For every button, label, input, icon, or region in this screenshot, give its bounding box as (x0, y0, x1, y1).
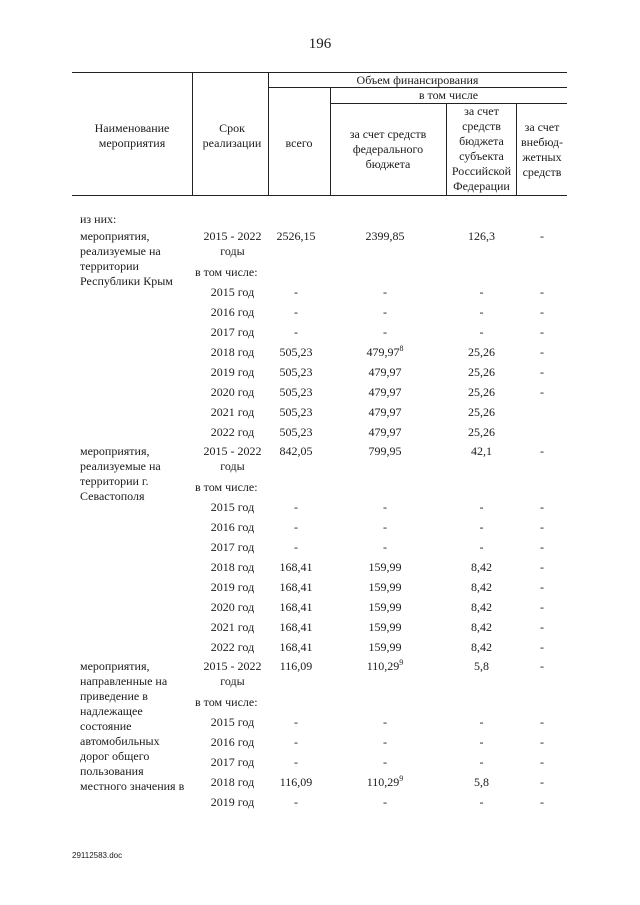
year-extra: - (540, 285, 544, 299)
header-federal: за счет средств федерального бюджета (349, 127, 427, 171)
year-total: - (294, 795, 298, 809)
year-extra: - (540, 755, 544, 769)
year-label: 2021 год (210, 620, 255, 634)
year-label: 2020 год (210, 385, 255, 399)
year-federal (330, 755, 440, 770)
year-federal (330, 640, 440, 655)
year-federal-value: 479,97 (368, 365, 402, 379)
year-regional: 8,42 (471, 640, 492, 654)
year-federal-value: - (383, 520, 387, 534)
year-federal-value: 159,99 (368, 620, 402, 634)
year-total: 168,41 (279, 640, 313, 654)
year-federal-value: - (383, 715, 387, 729)
year-federal (330, 520, 440, 535)
year-federal-value: - (383, 325, 387, 339)
year-federal (330, 775, 440, 790)
year-federal (330, 540, 440, 555)
year-extra: - (540, 580, 544, 594)
footer-filename: 29112583.doc (72, 851, 123, 860)
year-extra: - (540, 305, 544, 319)
year-total: - (294, 715, 298, 729)
header-financing: Объем финансирования (356, 73, 479, 87)
year-regional: 25,26 (468, 425, 495, 439)
total-main: 2526,15 (276, 229, 316, 243)
year-regional: 25,26 (468, 365, 495, 379)
year-regional: - (479, 285, 484, 299)
year-total: 505,23 (279, 385, 313, 399)
page-number: 196 (308, 36, 332, 52)
year-total: 168,41 (279, 560, 313, 574)
header-name: Наименование мероприятия (94, 121, 170, 150)
year-regional: 5,8 (474, 775, 489, 789)
year-total: 505,23 (279, 345, 313, 359)
including-label: в том числе: (195, 265, 258, 279)
year-label: 2015 год (210, 285, 255, 299)
table-header (0, 0, 640, 200)
year-federal (330, 715, 440, 730)
header-total: всего (285, 136, 313, 150)
year-federal-footnote: 8 (399, 344, 404, 353)
year-label: 2017 год (210, 540, 255, 554)
year-extra: - (540, 325, 544, 339)
year-label: 2022 год (210, 640, 255, 654)
year-extra: - (540, 500, 544, 514)
year-total: - (294, 735, 298, 749)
federal-main (330, 444, 440, 459)
year-federal-value: - (383, 500, 387, 514)
header-period: Срок реализации (202, 121, 262, 150)
year-extra: - (540, 795, 544, 809)
year-regional: - (479, 520, 484, 534)
year-extra: - (540, 365, 544, 379)
total-main: 116,09 (279, 659, 313, 673)
year-federal-value: 479,97 (368, 385, 402, 399)
year-extra: - (540, 600, 544, 614)
year-total: - (294, 500, 298, 514)
extra-main: - (540, 229, 544, 243)
year-total: 168,41 (279, 620, 313, 634)
year-label: 2020 год (210, 600, 255, 614)
year-federal (330, 795, 440, 810)
year-extra: - (540, 620, 544, 634)
year-label: 2016 год (210, 735, 255, 749)
year-regional: - (479, 540, 484, 554)
year-federal-value: 159,99 (368, 580, 402, 594)
year-federal (330, 405, 440, 420)
activity-name: мероприятия, реализуемые на территории г. Севастополя (80, 444, 161, 503)
divider-total-federal (330, 87, 331, 195)
regional-main: 42,1 (471, 444, 492, 458)
year-federal-value: - (383, 540, 387, 554)
activity-name: мероприятия, реализуемые на территории Республики Крым (80, 229, 173, 288)
year-regional: 25,26 (468, 385, 495, 399)
year-regional: - (479, 735, 484, 749)
extra-main: - (540, 444, 544, 458)
year-label: 2017 год (210, 755, 255, 769)
year-extra: - (540, 520, 544, 534)
year-federal-value: - (383, 285, 387, 299)
year-federal (330, 425, 440, 440)
year-label: 2017 год (210, 325, 255, 339)
year-total: 168,41 (279, 580, 313, 594)
header-including: в том числе (418, 88, 479, 102)
year-regional: 8,42 (471, 560, 492, 574)
header-extra: за счет внебюд-жетных средств (521, 120, 563, 179)
year-federal-value: - (383, 795, 387, 809)
year-extra: - (540, 345, 544, 359)
year-extra: - (540, 640, 544, 654)
year-regional: 8,42 (471, 580, 492, 594)
regional-main: 126,3 (468, 229, 495, 243)
year-label: 2021 год (210, 405, 255, 419)
including-label: в том числе: (195, 480, 258, 494)
federal-main (330, 229, 440, 244)
year-regional: - (479, 305, 484, 319)
year-extra: - (540, 735, 544, 749)
year-label: 2022 год (210, 425, 255, 439)
year-federal (330, 735, 440, 750)
year-federal (330, 365, 440, 380)
year-regional: 25,26 (468, 345, 495, 359)
year-federal (330, 500, 440, 515)
including-label: в том числе: (195, 695, 258, 709)
year-regional: - (479, 715, 484, 729)
year-total: - (294, 540, 298, 554)
year-federal-value: 479,97 (366, 345, 400, 359)
year-label: 2019 год (210, 365, 255, 379)
activity-name: мероприятия, направленные на приведение в надлежащее состояние автомобильных дорог общего пользования местного значения в (80, 659, 185, 793)
year-federal-value: 479,97 (368, 405, 402, 419)
year-total: - (294, 755, 298, 769)
year-label: 2015 год (210, 500, 255, 514)
year-label: 2018 год (210, 560, 255, 574)
period-main: 2015 - 2022 годы (203, 229, 262, 258)
year-label: 2018 год (210, 345, 255, 359)
year-total: - (294, 285, 298, 299)
year-federal (330, 620, 440, 635)
header-bottom-rule (72, 195, 567, 196)
year-label: 2018 год (210, 775, 255, 789)
year-total: 505,23 (279, 405, 313, 419)
year-federal (330, 580, 440, 595)
total-main: 842,05 (279, 444, 313, 458)
year-federal-value: - (383, 735, 387, 749)
divider-period-total (268, 72, 269, 195)
year-total: - (294, 520, 298, 534)
year-regional: 8,42 (471, 620, 492, 634)
intro-label: из них: (80, 212, 117, 226)
year-regional: - (479, 795, 484, 809)
year-label: 2019 год (210, 795, 255, 809)
year-total: 168,41 (279, 600, 313, 614)
year-label: 2016 год (210, 520, 255, 534)
year-federal-value: 159,99 (368, 600, 402, 614)
extra-main: - (540, 659, 544, 673)
year-label: 2019 год (210, 580, 255, 594)
year-extra: - (540, 775, 544, 789)
year-extra: - (540, 560, 544, 574)
year-regional: - (479, 500, 484, 514)
federal-main-footnote: 9 (399, 658, 404, 667)
year-total: 505,23 (279, 425, 313, 439)
year-total: 116,09 (279, 775, 313, 789)
divider-name-period (192, 72, 193, 195)
regional-main: 5,8 (474, 659, 489, 673)
year-federal (330, 345, 440, 360)
federal-main-value: 2399,85 (365, 229, 405, 243)
year-federal (330, 325, 440, 340)
year-regional: - (479, 755, 484, 769)
year-federal-value: 479,97 (368, 425, 402, 439)
year-total: - (294, 305, 298, 319)
year-label: 2015 год (210, 715, 255, 729)
year-federal (330, 385, 440, 400)
year-federal-value: 159,99 (368, 640, 402, 654)
year-federal (330, 560, 440, 575)
federal-main-value: 110,29 (366, 659, 400, 673)
period-main: 2015 - 2022 годы (203, 444, 262, 473)
year-federal-footnote: 9 (399, 774, 404, 783)
year-federal-value: 110,29 (366, 775, 400, 789)
federal-main (330, 659, 440, 674)
year-federal-value: - (383, 305, 387, 319)
year-extra: - (540, 385, 544, 399)
header-regional: за счет средств бюджета субъекта Российской Федерации (451, 104, 512, 193)
year-regional: - (479, 325, 484, 339)
year-label: 2016 год (210, 305, 255, 319)
year-total: - (294, 325, 298, 339)
year-federal (330, 305, 440, 320)
year-extra: - (540, 540, 544, 554)
period-main: 2015 - 2022 годы (203, 659, 262, 688)
year-regional: 25,26 (468, 405, 495, 419)
year-extra: - (540, 715, 544, 729)
year-federal (330, 285, 440, 300)
divider-federal-regional (446, 103, 447, 195)
year-total: 505,23 (279, 365, 313, 379)
year-federal-value: - (383, 755, 387, 769)
year-federal-value: 159,99 (368, 560, 402, 574)
year-federal (330, 600, 440, 615)
year-regional: 8,42 (471, 600, 492, 614)
federal-main-value: 799,95 (368, 444, 402, 458)
